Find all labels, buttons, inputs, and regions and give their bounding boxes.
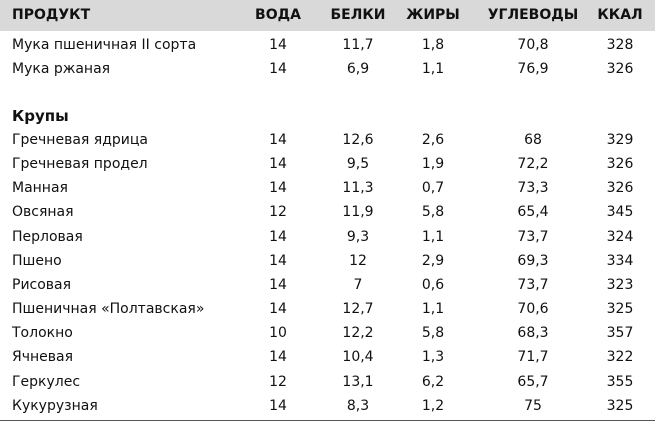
protein-value: 9,5 — [346, 156, 370, 172]
carbs-value: 73,7 — [517, 229, 549, 245]
carbs-value: 75 — [524, 398, 542, 414]
kcal-value: 325 — [606, 301, 634, 317]
product-name: Манная — [12, 180, 68, 196]
table-row — [0, 394, 655, 418]
table-row — [0, 297, 655, 321]
product-name: Гречневая ядрица — [12, 132, 148, 148]
carbs-value: 73,3 — [517, 180, 549, 196]
section-title: Крупы — [12, 107, 69, 125]
table-row — [0, 249, 655, 273]
fat-value: 6,2 — [421, 374, 445, 390]
protein-value: 11,9 — [342, 204, 374, 220]
kcal-value: 334 — [606, 253, 634, 269]
product-name: Кукурузная — [12, 398, 98, 414]
carbs-value: 76,9 — [517, 61, 549, 77]
product-name: Мука ржаная — [12, 61, 111, 77]
table-row — [0, 57, 655, 81]
carbs-value: 73,7 — [517, 277, 549, 293]
fat-value: 5,8 — [421, 204, 445, 220]
table-row — [0, 345, 655, 369]
product-name: Пшеничная «Полтавская» — [12, 301, 205, 317]
water-value: 14 — [269, 398, 287, 414]
protein-value: 11,7 — [342, 37, 374, 53]
protein-value: 12,7 — [342, 301, 374, 317]
protein-value: 12 — [349, 253, 367, 269]
fat-value: 1,9 — [421, 156, 445, 172]
product-name: Рисовая — [12, 277, 72, 293]
table-row — [0, 128, 655, 152]
carbs-value: 65,4 — [517, 204, 549, 220]
fat-value: 5,8 — [421, 325, 445, 341]
kcal-value: 345 — [606, 204, 634, 220]
water-value: 14 — [269, 61, 287, 77]
water-value: 14 — [269, 132, 287, 148]
product-name: Ячневая — [12, 349, 74, 365]
carbs-value: 65,7 — [517, 374, 549, 390]
fat-value: 1,2 — [421, 398, 445, 414]
carbs-value: 71,7 — [517, 349, 549, 365]
table-row — [0, 273, 655, 297]
header-protein: БЕЛКИ — [330, 7, 386, 23]
protein-value: 12,2 — [342, 325, 374, 341]
header-kcal: ККАЛ — [597, 7, 643, 23]
protein-value: 11,3 — [342, 180, 374, 196]
header-carbs: УГЛЕВОДЫ — [487, 7, 579, 23]
carbs-value: 72,2 — [517, 156, 549, 172]
product-name: Гречневая продел — [12, 156, 148, 172]
kcal-value: 324 — [606, 229, 634, 245]
protein-value: 13,1 — [342, 374, 374, 390]
section-heading-row — [0, 104, 655, 128]
header-water: ВОДА — [255, 7, 301, 23]
protein-value: 8,3 — [346, 398, 370, 414]
protein-value: 12,6 — [342, 132, 374, 148]
fat-value: 2,9 — [421, 253, 445, 269]
product-name: Мука пшеничная II сорта — [12, 37, 197, 53]
kcal-value: 357 — [606, 325, 634, 341]
kcal-value: 322 — [606, 349, 634, 365]
water-value: 14 — [269, 253, 287, 269]
water-value: 14 — [269, 349, 287, 365]
water-value: 12 — [269, 204, 287, 220]
table-row — [0, 321, 655, 345]
kcal-value: 329 — [606, 132, 634, 148]
kcal-value: 326 — [606, 156, 634, 172]
kcal-value: 325 — [606, 398, 634, 414]
table-bottom-rule — [0, 420, 655, 421]
kcal-value: 323 — [606, 277, 634, 293]
carbs-value: 68 — [524, 132, 542, 148]
protein-value: 7 — [353, 277, 363, 293]
water-value: 14 — [269, 301, 287, 317]
product-name: Толокно — [12, 325, 73, 341]
table-row — [0, 176, 655, 200]
water-value: 14 — [269, 37, 287, 53]
carbs-value: 70,6 — [517, 301, 549, 317]
carbs-value: 68,3 — [517, 325, 549, 341]
fat-value: 1,1 — [421, 301, 445, 317]
carbs-value: 69,3 — [517, 253, 549, 269]
product-name: Геркулес — [12, 374, 81, 390]
kcal-value: 326 — [606, 61, 634, 77]
fat-value: 1,1 — [421, 229, 445, 245]
water-value: 10 — [269, 325, 287, 341]
kcal-value: 326 — [606, 180, 634, 196]
table-row — [0, 152, 655, 176]
kcal-value: 328 — [606, 37, 634, 53]
fat-value: 0,6 — [421, 277, 445, 293]
table-row — [0, 200, 655, 224]
fat-value: 1,3 — [421, 349, 445, 365]
fat-value: 1,8 — [421, 37, 445, 53]
protein-value: 9,3 — [346, 229, 370, 245]
product-name: Пшено — [12, 253, 62, 269]
table-header — [0, 0, 655, 31]
water-value: 12 — [269, 374, 287, 390]
table-row — [0, 225, 655, 249]
product-name: Перловая — [12, 229, 83, 245]
water-value: 14 — [269, 229, 287, 245]
table-row — [0, 33, 655, 57]
water-value: 14 — [269, 156, 287, 172]
kcal-value: 355 — [606, 374, 634, 390]
fat-value: 1,1 — [421, 61, 445, 77]
water-value: 14 — [269, 277, 287, 293]
header-fat: ЖИРЫ — [406, 7, 460, 23]
table-row — [0, 370, 655, 394]
protein-value: 10,4 — [342, 349, 374, 365]
fat-value: 2,6 — [421, 132, 445, 148]
protein-value: 6,9 — [346, 61, 370, 77]
water-value: 14 — [269, 180, 287, 196]
fat-value: 0,7 — [421, 180, 445, 196]
carbs-value: 70,8 — [517, 37, 549, 53]
product-name: Овсяная — [12, 204, 74, 220]
header-product: ПРОДУКТ — [12, 7, 91, 23]
